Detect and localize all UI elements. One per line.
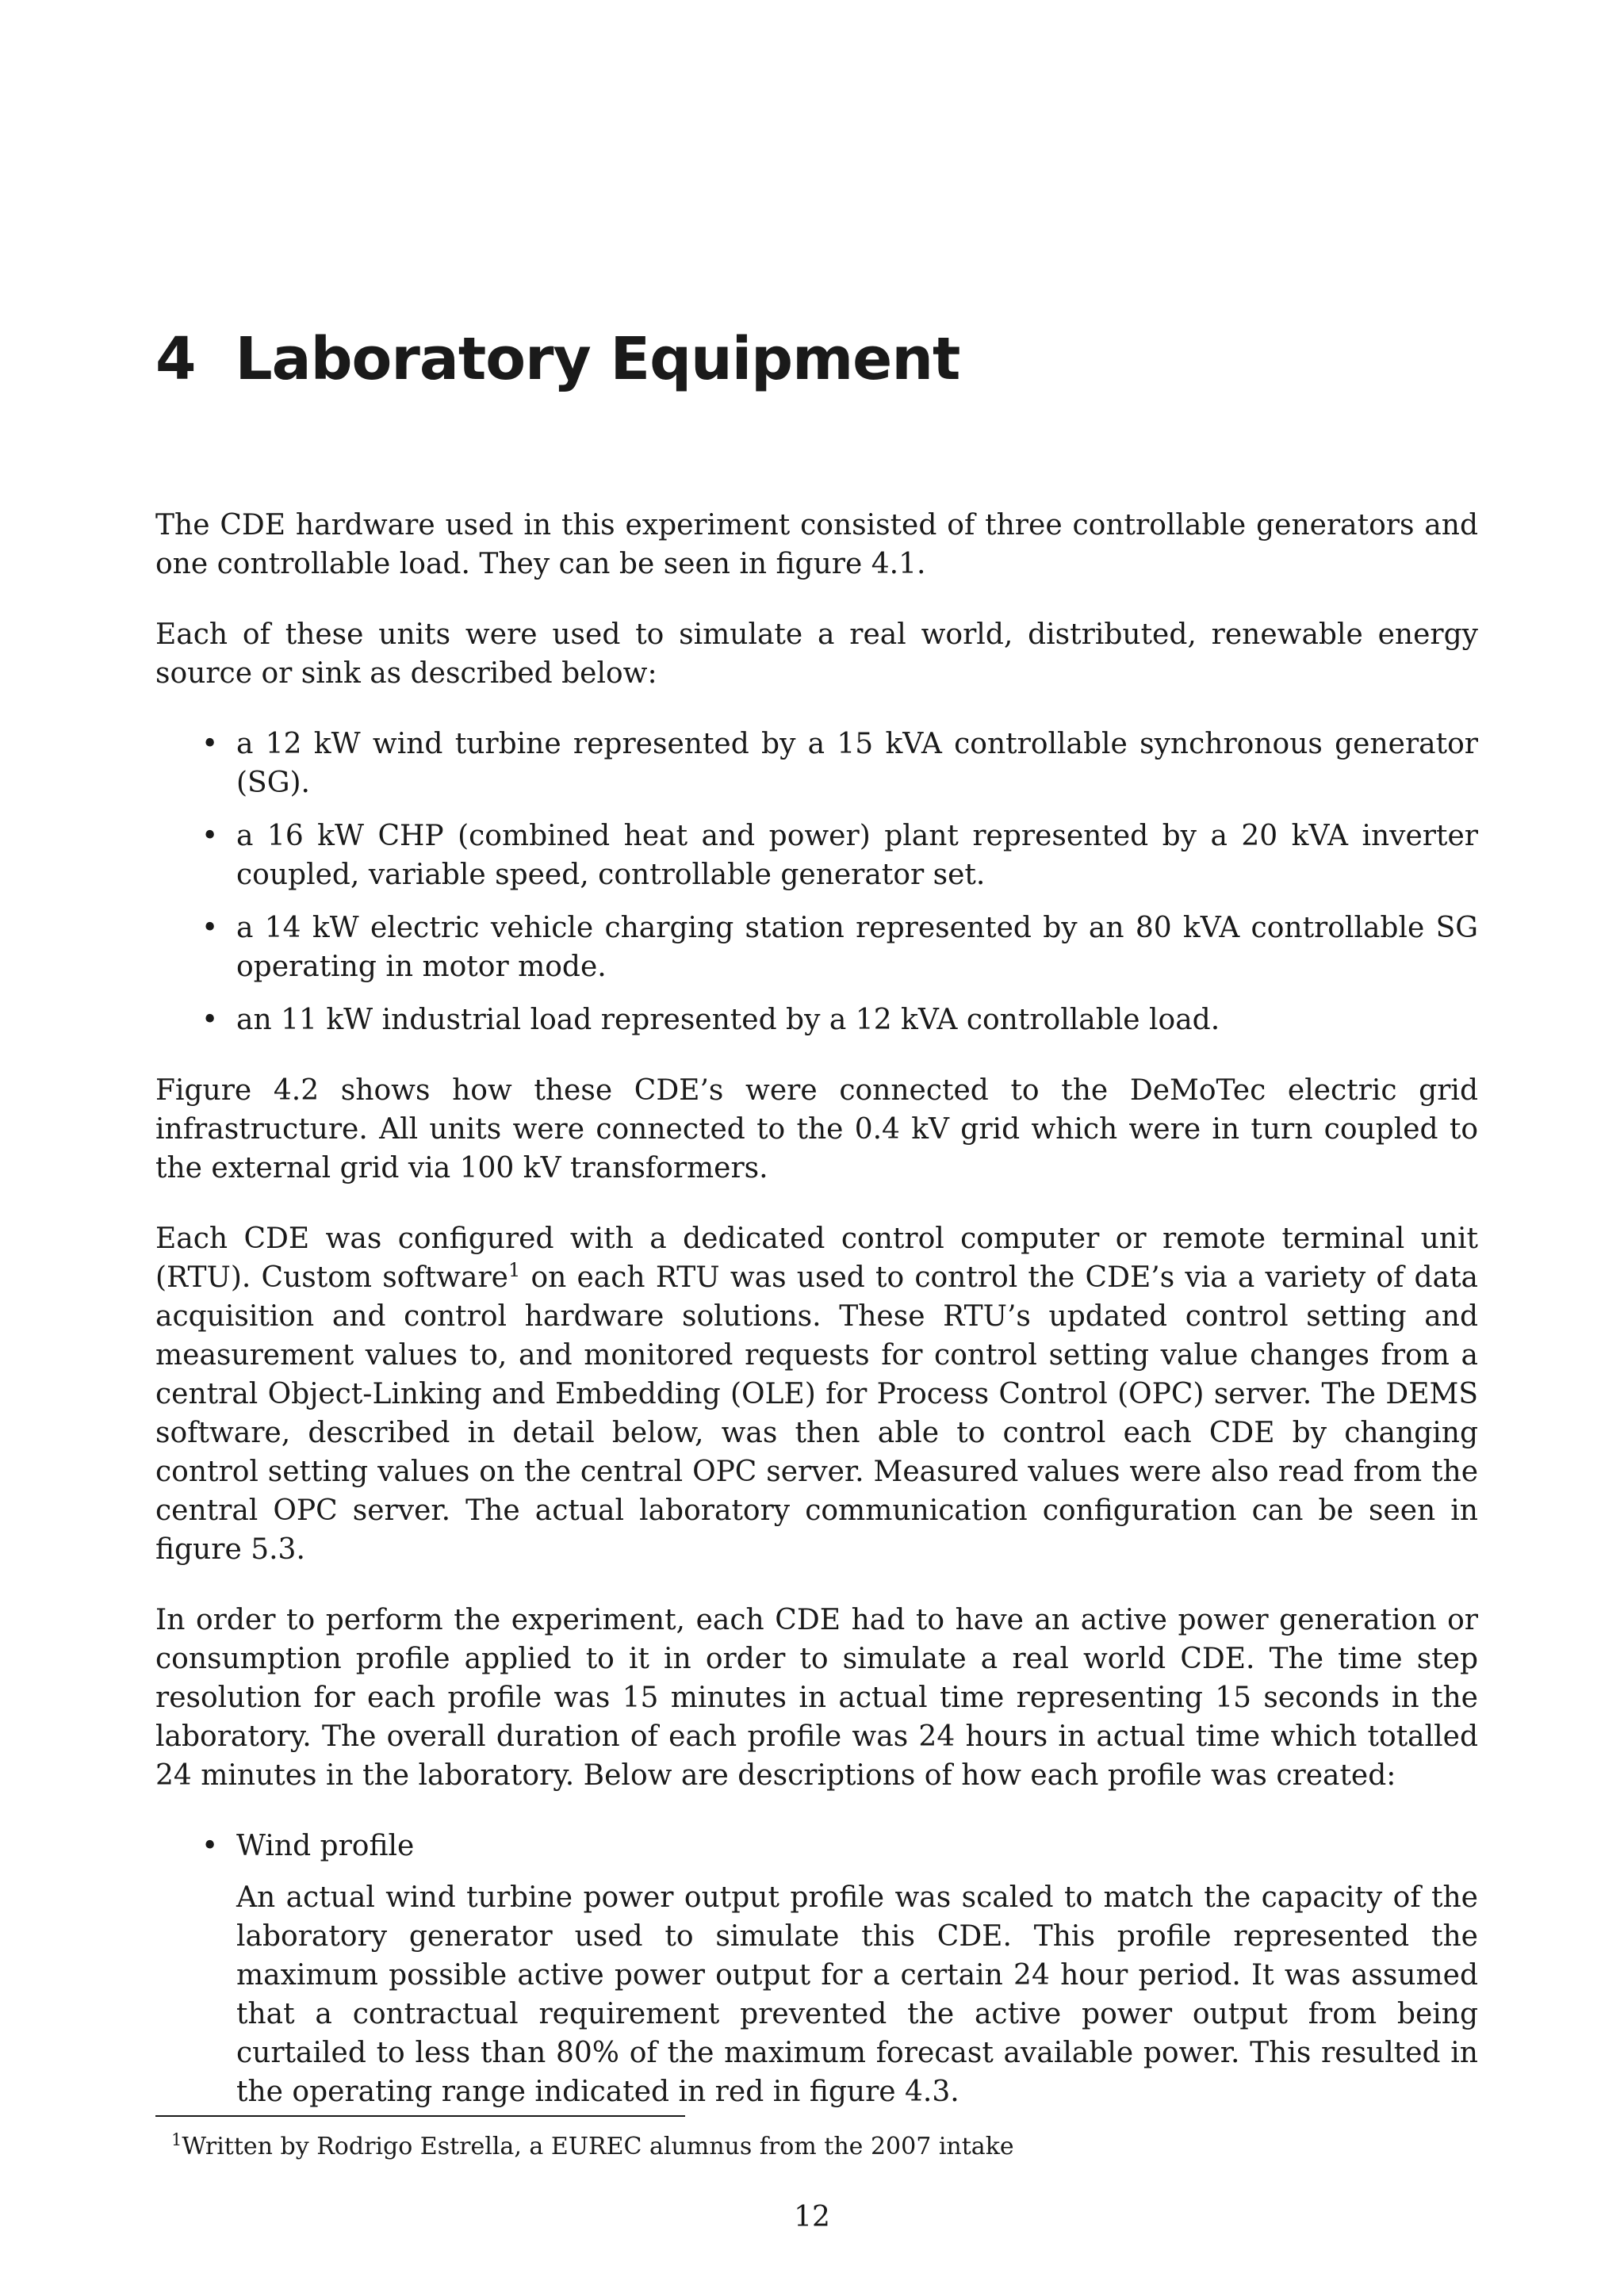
- list-item: [155, 817, 1478, 894]
- paragraph-rtu: [155, 1219, 1478, 1569]
- bullet-icon: •: [201, 728, 219, 760]
- list-item: [155, 1827, 1478, 2111]
- body-text: [155, 506, 1478, 2143]
- page-number: 12: [794, 2201, 830, 2233]
- unit-list: [155, 725, 1478, 1039]
- bullet-icon: •: [201, 912, 219, 944]
- chapter-title: Laboratory Equipment: [235, 325, 960, 393]
- paragraph-rtu-end: on each RTU was used to control the CDE’s via a variety of data acquisition and control hardware solutions. These RTU’s updated control setting and measurement values to, and monitored requests for control setting value changes from a central Object-Linking and Embedding (OLE) for Process Control (OPC) server. The DEMS software, described in detail below, was then able to control each CDE by changing control setting values on the central OPC server. Measured values were also read from the central OPC server. The actual laboratory communication configuration can be seen in figure 5.3.: [155, 1261, 1478, 1566]
- list-item-text: an 11 kW industrial load represented by a 12 kVA controllable load.: [236, 1004, 1220, 1036]
- footnote-number: 1: [171, 2130, 182, 2149]
- paragraph-units-intro: Each of these units were used to simulate a real world, distributed, renewable energy source or sink as described below:: [155, 618, 1478, 690]
- list-item-text: a 12 kW wind turbine represented by a 15 kVA controllable synchronous generator (SG).: [236, 728, 1478, 799]
- bullet-icon: •: [201, 1830, 219, 1862]
- footnote-text: Written by Rodrigo Estrella, a EUREC alumnus from the 2007 intake: [182, 2133, 1014, 2160]
- list-item: [155, 1001, 1478, 1039]
- footnote-marker: 1: [508, 1259, 521, 1281]
- paragraph-intro: The CDE hardware used in this experiment consisted of three controllable generators and one controllable load. They can be seen in figure 4.1.: [155, 509, 1478, 580]
- profile-list: [155, 1827, 1478, 2111]
- list-item: [155, 909, 1478, 986]
- bullet-icon: •: [201, 820, 219, 852]
- list-item-text: a 16 kW CHP (combined heat and power) plant represented by a 20 kVA inverter coupled, variable speed, controllable generator set.: [236, 820, 1478, 891]
- profile-description: An actual wind turbine power output profile was scaled to match the capacity of the laboratory generator used to simulate this CDE. This profile represented the maximum possible active power output for a certain 24 hour period. It was assumed that a contractual requirement prevented the active power output from being curtailed to less than 80% of the maximum forecast available power. This resulted in the operating range indicated in red in figure 4.3.: [236, 1881, 1478, 2108]
- paragraph-rtu-start: Each CDE was configured with a dedicated control computer or remote terminal unit (RTU). Custom software: [155, 1223, 1478, 1294]
- chapter-number: 4: [155, 325, 196, 393]
- profile-title: Wind profile: [236, 1830, 415, 1862]
- paragraph-grid: Figure 4.2 shows how these CDE’s were connected to the DeMoTec electric grid infrastructure. All units were connected to the 0.4 kV grid which were in turn coupled to the external grid via 100 kV transformers.: [155, 1074, 1478, 1184]
- paragraph-profiles: In order to perform the experiment, each CDE had to have an active power generation or consumption profile applied to it in order to simulate a real world CDE. The time step resolution for each profile was 15 minutes in actual time representing 15 seconds in the laboratory. The overall duration of each profile was 24 hours in actual time which totalled 24 minutes in the laboratory. Below are descriptions of how each profile was created:: [155, 1604, 1478, 1792]
- list-item: [155, 725, 1478, 802]
- footnote-divider: [155, 2115, 685, 2117]
- list-item-text: a 14 kW electric vehicle charging station represented by an 80 kVA controllable SG operating in motor mode.: [236, 912, 1478, 983]
- chapter-heading: [155, 325, 959, 393]
- bullet-icon: •: [201, 1004, 219, 1036]
- footnote: [171, 2131, 1014, 2163]
